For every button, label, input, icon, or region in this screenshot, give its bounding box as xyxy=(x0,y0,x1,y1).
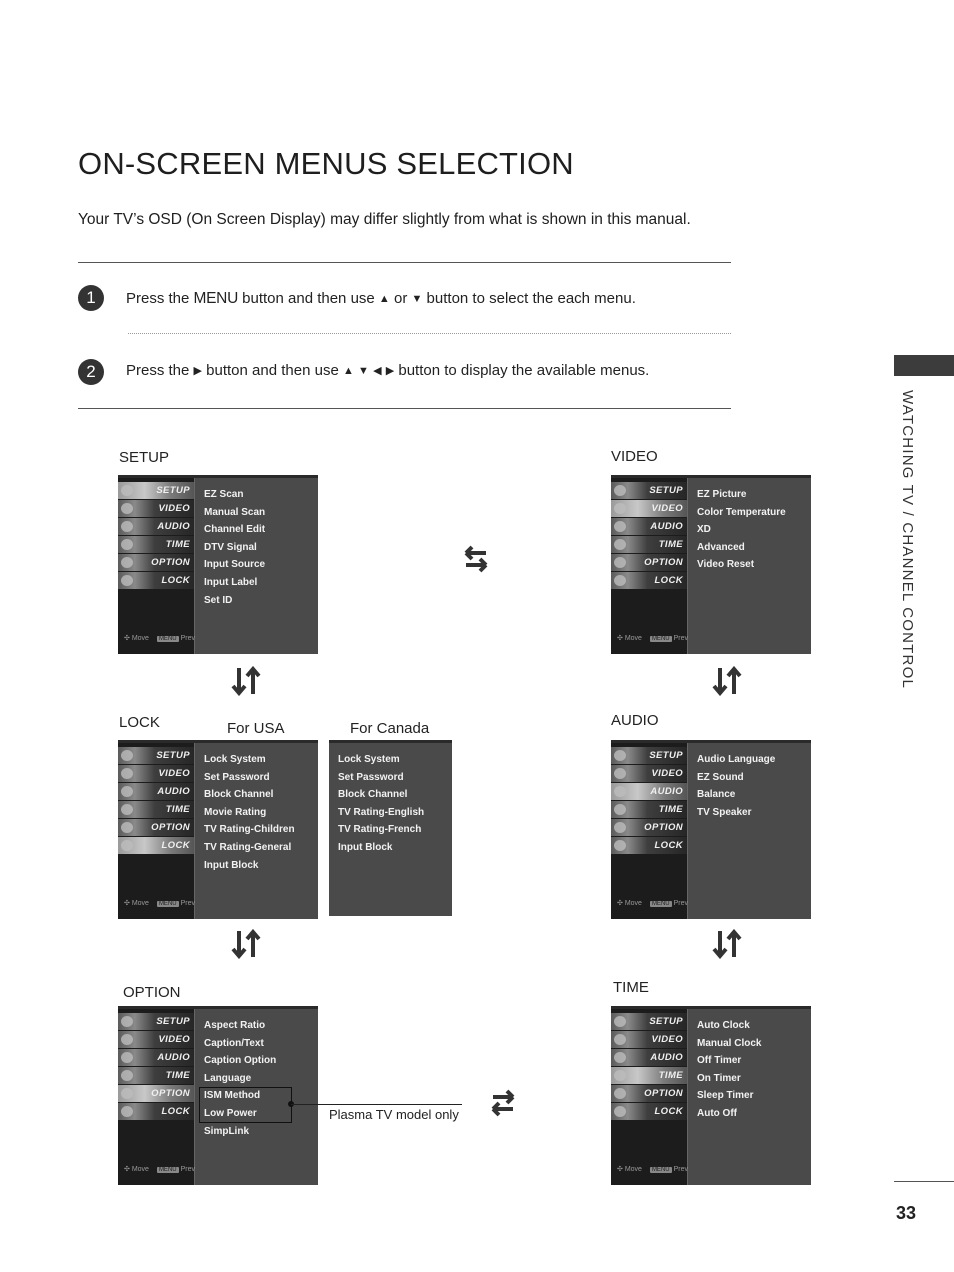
audio-icon xyxy=(121,1052,133,1063)
time-icon xyxy=(614,804,626,815)
nav-item-audio[interactable]: AUDIO xyxy=(118,1049,194,1066)
nav-item-time[interactable]: TIME xyxy=(611,801,687,818)
audio-icon xyxy=(614,786,626,797)
nav-item-option[interactable]: OPTION xyxy=(611,819,687,836)
option-icon xyxy=(121,822,133,833)
osd-footer: ✣ Move MENU Prev xyxy=(617,900,688,907)
page-subtitle: Your TV’s OSD (On Screen Display) may differ slightly from what is shown in this manual. xyxy=(78,211,691,228)
nav-item-video[interactable]: VIDEO xyxy=(611,500,687,517)
video-icon xyxy=(121,503,133,514)
osd-footer: ✣ Move MENU Prev xyxy=(124,1166,195,1173)
down-arrow-icon: ▼ xyxy=(411,293,423,305)
nav-item-lock[interactable]: LOCK xyxy=(611,1103,687,1120)
updown-arrow-icon xyxy=(230,666,262,701)
nav-item-video[interactable]: VIDEO xyxy=(118,1031,194,1048)
nav-item-lock[interactable]: LOCK xyxy=(118,1103,194,1120)
menu-item[interactable]: Manual Clock xyxy=(697,1037,762,1049)
lock-usa-menu-items xyxy=(204,751,295,874)
lock-icon xyxy=(121,575,133,586)
osd-footer: ✣ Move MENU Prev xyxy=(124,635,195,642)
video-icon xyxy=(121,1034,133,1045)
nav-item-audio[interactable]: AUDIO xyxy=(611,1049,687,1066)
option-icon xyxy=(121,1088,133,1099)
nav-item-video[interactable]: VIDEO xyxy=(611,1031,687,1048)
setup-osd-screen xyxy=(118,475,318,654)
audio-osd-screen xyxy=(611,740,811,919)
lock-icon xyxy=(121,840,133,851)
nav-item-time[interactable]: TIME xyxy=(611,536,687,553)
time-icon xyxy=(121,539,133,550)
for-canada-label: For Canada xyxy=(350,720,430,737)
time-icon xyxy=(121,1070,133,1081)
option-icon xyxy=(121,557,133,568)
osd-footer: ✣ Move MENU Prev xyxy=(617,635,688,642)
menu-item[interactable]: XD xyxy=(697,524,711,536)
nav-item-setup[interactable]: SETUP xyxy=(611,482,687,499)
setup-menu-items xyxy=(204,486,265,609)
menu-item[interactable]: TV Rating-Children xyxy=(204,824,295,836)
menu-item[interactable]: TV Speaker xyxy=(697,806,752,818)
plasma-note: Plasma TV model only xyxy=(329,1107,459,1122)
menu-item[interactable]: Caption Option xyxy=(204,1055,277,1067)
nav-item-video[interactable]: VIDEO xyxy=(118,765,194,782)
nav-item-option[interactable]: OPTION xyxy=(611,554,687,571)
nav-item-option[interactable]: OPTION xyxy=(118,819,194,836)
time-osd-screen xyxy=(611,1006,811,1185)
audio-label: AUDIO xyxy=(611,712,659,729)
video-icon xyxy=(614,503,626,514)
menu-item[interactable]: Auto Off xyxy=(697,1107,737,1119)
nav-item-setup[interactable]: SETUP xyxy=(611,1013,687,1030)
step-1-text: Press the MENU button and then use ▲ or ▼ button to select the each menu. xyxy=(126,290,636,307)
audio-icon xyxy=(121,786,133,797)
time-menu-items xyxy=(697,1017,761,1123)
menu-item[interactable]: EZ Sound xyxy=(697,771,744,783)
menu-item[interactable]: TV Rating-French xyxy=(338,824,422,836)
osd-nav xyxy=(611,478,688,654)
menu-item[interactable]: Block Channel xyxy=(204,789,274,801)
lock-canada-osd-panel xyxy=(329,740,452,916)
nav-item-time[interactable]: TIME xyxy=(118,536,194,553)
page-number-rule xyxy=(894,1181,954,1182)
left-arrow-icon: ◀ xyxy=(373,365,382,377)
nav-item-lock[interactable]: LOCK xyxy=(611,837,687,854)
video-label: VIDEO xyxy=(611,448,658,465)
nav-item-lock[interactable]: LOCK xyxy=(118,572,194,589)
menu-item[interactable]: Movie Rating xyxy=(204,806,267,818)
menu-item[interactable]: DTV Signal xyxy=(204,541,257,553)
audio-icon xyxy=(614,1052,626,1063)
menu-item[interactable]: Advanced xyxy=(697,541,745,553)
up-arrow-icon: ▲ xyxy=(342,365,354,377)
right-arrow-icon: ▶ xyxy=(385,365,395,377)
setup-icon xyxy=(614,1016,626,1027)
nav-item-video[interactable]: VIDEO xyxy=(118,500,194,517)
menu-item[interactable]: Sleep Timer xyxy=(697,1090,754,1102)
page-number: 33 xyxy=(896,1203,917,1223)
menu-item[interactable]: Language xyxy=(204,1072,252,1084)
setup-icon xyxy=(614,485,626,496)
video-menu-items xyxy=(697,486,786,574)
for-usa-label: For USA xyxy=(227,720,285,737)
setup-label: SETUP xyxy=(119,449,170,466)
menu-item[interactable]: Video Reset xyxy=(697,559,755,571)
lock-usa-osd-screen xyxy=(118,740,318,919)
audio-icon xyxy=(614,521,626,532)
lock-icon xyxy=(614,1106,626,1117)
video-osd-screen xyxy=(611,475,811,654)
nav-item-setup[interactable]: SETUP xyxy=(118,482,194,499)
menu-item[interactable]: Input Source xyxy=(204,559,266,571)
menu-item[interactable]: On Timer xyxy=(697,1072,741,1084)
lock-icon xyxy=(614,575,626,586)
menu-item[interactable]: Input Label xyxy=(204,576,258,588)
option-icon xyxy=(614,557,626,568)
menu-item[interactable]: Auto Clock xyxy=(697,1020,750,1031)
time-icon xyxy=(614,539,626,550)
menu-item[interactable]: SimpLink xyxy=(204,1125,250,1137)
osd-nav xyxy=(118,1009,195,1185)
menu-key: MENU xyxy=(193,290,238,307)
osd-footer: ✣ Move MENU Prev xyxy=(617,1166,688,1173)
plasma-only-highlight-box xyxy=(199,1087,292,1123)
menu-item[interactable]: EZ Scan xyxy=(204,489,244,500)
osd-nav xyxy=(118,743,195,919)
updown-arrow-icon xyxy=(230,929,262,964)
video-icon xyxy=(121,768,133,779)
video-icon xyxy=(614,768,626,779)
plasma-note-leader-line xyxy=(291,1104,462,1105)
audio-menu-items xyxy=(697,751,775,821)
nav-item-time[interactable]: TIME xyxy=(611,1067,687,1084)
menu-item[interactable]: ISM Method xyxy=(204,1090,261,1102)
menu-item[interactable]: Audio Language xyxy=(697,754,776,765)
menu-item[interactable]: Set Password xyxy=(338,771,404,783)
swap-arrow-icon xyxy=(489,1088,517,1123)
menu-item[interactable]: Channel Edit xyxy=(204,524,266,536)
menu-item[interactable]: Lock System xyxy=(204,754,266,765)
menu-item[interactable]: Manual Scan xyxy=(204,506,266,518)
nav-item-time[interactable]: TIME xyxy=(118,801,194,818)
step-divider xyxy=(128,333,731,334)
side-tab-label: WATCHING TV / CHANNEL CONTROL xyxy=(899,390,916,689)
nav-item-setup[interactable]: SETUP xyxy=(118,747,194,764)
menu-item[interactable]: TV Rating-General xyxy=(204,841,292,853)
bottom-rule xyxy=(78,408,731,409)
menu-item[interactable]: Balance xyxy=(697,789,736,801)
menu-item[interactable]: Off Timer xyxy=(697,1055,742,1067)
top-rule xyxy=(78,262,731,263)
right-arrow-icon: ▶ xyxy=(193,365,202,377)
nav-item-audio[interactable]: AUDIO xyxy=(118,783,194,800)
updown-arrow-icon xyxy=(711,929,743,964)
menu-item[interactable]: Aspect Ratio xyxy=(204,1020,266,1031)
time-icon xyxy=(614,1070,626,1081)
time-icon xyxy=(121,804,133,815)
setup-icon xyxy=(121,1016,133,1027)
osd-footer: ✣ Move MENU Prev xyxy=(124,900,195,907)
nav-item-time[interactable]: TIME xyxy=(118,1067,194,1084)
menu-item[interactable]: Input Block xyxy=(338,841,393,853)
side-tab-bar xyxy=(894,355,954,376)
up-arrow-icon: ▲ xyxy=(378,293,390,305)
nav-item-option[interactable]: OPTION xyxy=(118,1085,194,1102)
osd-nav xyxy=(118,478,195,654)
osd-nav xyxy=(611,743,688,919)
menu-item[interactable]: EZ Picture xyxy=(697,489,747,500)
setup-icon xyxy=(121,485,133,496)
nav-item-option[interactable]: OPTION xyxy=(118,554,194,571)
nav-item-video[interactable]: VIDEO xyxy=(611,765,687,782)
nav-item-setup[interactable]: SETUP xyxy=(611,747,687,764)
step-2-text: Press the ▶ button and then use ▲ ▼ ◀ ▶ button to display the available menus. xyxy=(126,362,650,379)
menu-item[interactable]: Set Password xyxy=(204,771,270,783)
nav-item-audio[interactable]: AUDIO xyxy=(611,783,687,800)
option-label: OPTION xyxy=(123,984,181,1001)
time-label: TIME xyxy=(613,979,649,996)
nav-item-lock[interactable]: LOCK xyxy=(118,837,194,854)
lock-canada-menu-items xyxy=(338,751,424,857)
lock-label: LOCK xyxy=(119,714,160,731)
option-icon xyxy=(614,1088,626,1099)
step-2-number: 2 xyxy=(78,359,104,385)
menu-item[interactable]: Caption/Text xyxy=(204,1037,264,1049)
audio-icon xyxy=(121,521,133,532)
nav-item-setup[interactable]: SETUP xyxy=(118,1013,194,1030)
menu-item[interactable]: Input Block xyxy=(204,859,259,871)
lock-icon xyxy=(614,840,626,851)
updown-arrow-icon xyxy=(711,666,743,701)
nav-item-lock[interactable]: LOCK xyxy=(611,572,687,589)
step-1-number: 1 xyxy=(78,285,104,311)
menu-item[interactable]: Set ID xyxy=(204,594,233,606)
page-title: ON-SCREEN MENUS SELECTION xyxy=(78,146,574,181)
menu-item[interactable]: Lock System xyxy=(338,754,400,765)
nav-item-option[interactable]: OPTION xyxy=(611,1085,687,1102)
nav-item-audio[interactable]: AUDIO xyxy=(118,518,194,535)
swap-arrow-icon xyxy=(462,544,490,579)
menu-item[interactable]: Low Power xyxy=(204,1107,257,1119)
video-icon xyxy=(614,1034,626,1045)
option-icon xyxy=(614,822,626,833)
down-arrow-icon: ▼ xyxy=(358,365,369,377)
setup-icon xyxy=(121,750,133,761)
menu-item[interactable]: Block Channel xyxy=(338,789,408,801)
menu-item[interactable]: Color Temperature xyxy=(697,506,786,518)
nav-item-audio[interactable]: AUDIO xyxy=(611,518,687,535)
lock-icon xyxy=(121,1106,133,1117)
setup-icon xyxy=(614,750,626,761)
menu-item[interactable]: TV Rating-English xyxy=(338,806,425,818)
osd-nav xyxy=(611,1009,688,1185)
